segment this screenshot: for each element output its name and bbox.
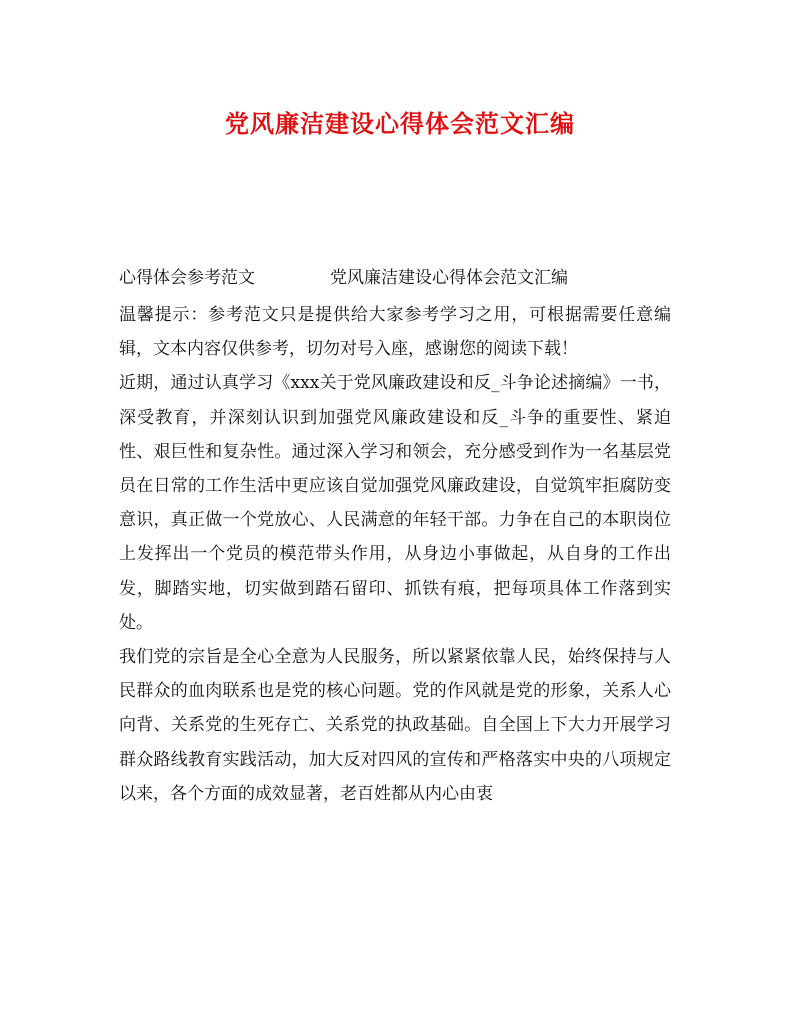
document-body	[119, 298, 671, 811]
document-subtitle: 党风廉洁建设心得体会范文汇编	[330, 268, 568, 288]
document-title: 党风廉洁建设心得体会范文汇编	[225, 109, 575, 138]
document-category: 心得体会参考范文	[119, 268, 255, 288]
document-meta-line	[119, 264, 679, 292]
paragraph-2: 我们党的宗旨是全心全意为人民服务，所以紧紧依靠人民，始终保持与人民群众的血肉联系也是党的核心问题。党的作风就是党的形象，关系人心向背、关系党的生死存亡、关系党的执政基础。自全国上下大力开展学习群众路线教育实践活动，加大反对四风的宣传和严格落实中央的八项规定以来，各个方面的成效显著，老百姓都从内心由衷	[119, 647, 671, 804]
paragraph-1: 近期，通过认真学习《xxx关于党风廉政建设和反_斗争论述摘编》一书，深受教育，并深刻认识到加强党风廉政建设和反_斗争的重要性、紧迫性、艰巨性和复杂性。通过深入学习和领会，充分感受到作为一名基层党员在日常的工作生活中更应该自觉加强党风廉政建设，自觉筑牢拒腐防变意识，真正做一个党放心、人民满意的年轻干部。力争在自己的本职岗位上发挥出一个党员的模范带头作用，从身边小事做起，从自身的工作出发，脚踏实地，切实做到踏石留印、抓铁有痕，把每项具体工作落到实处。	[119, 373, 671, 633]
paragraph-notice: 温馨提示：参考范文只是提供给大家参考学习之用，可根据需要任意编辑，文本内容仅供参考，切勿对号入座，感谢您的阅读下载！	[119, 305, 671, 360]
